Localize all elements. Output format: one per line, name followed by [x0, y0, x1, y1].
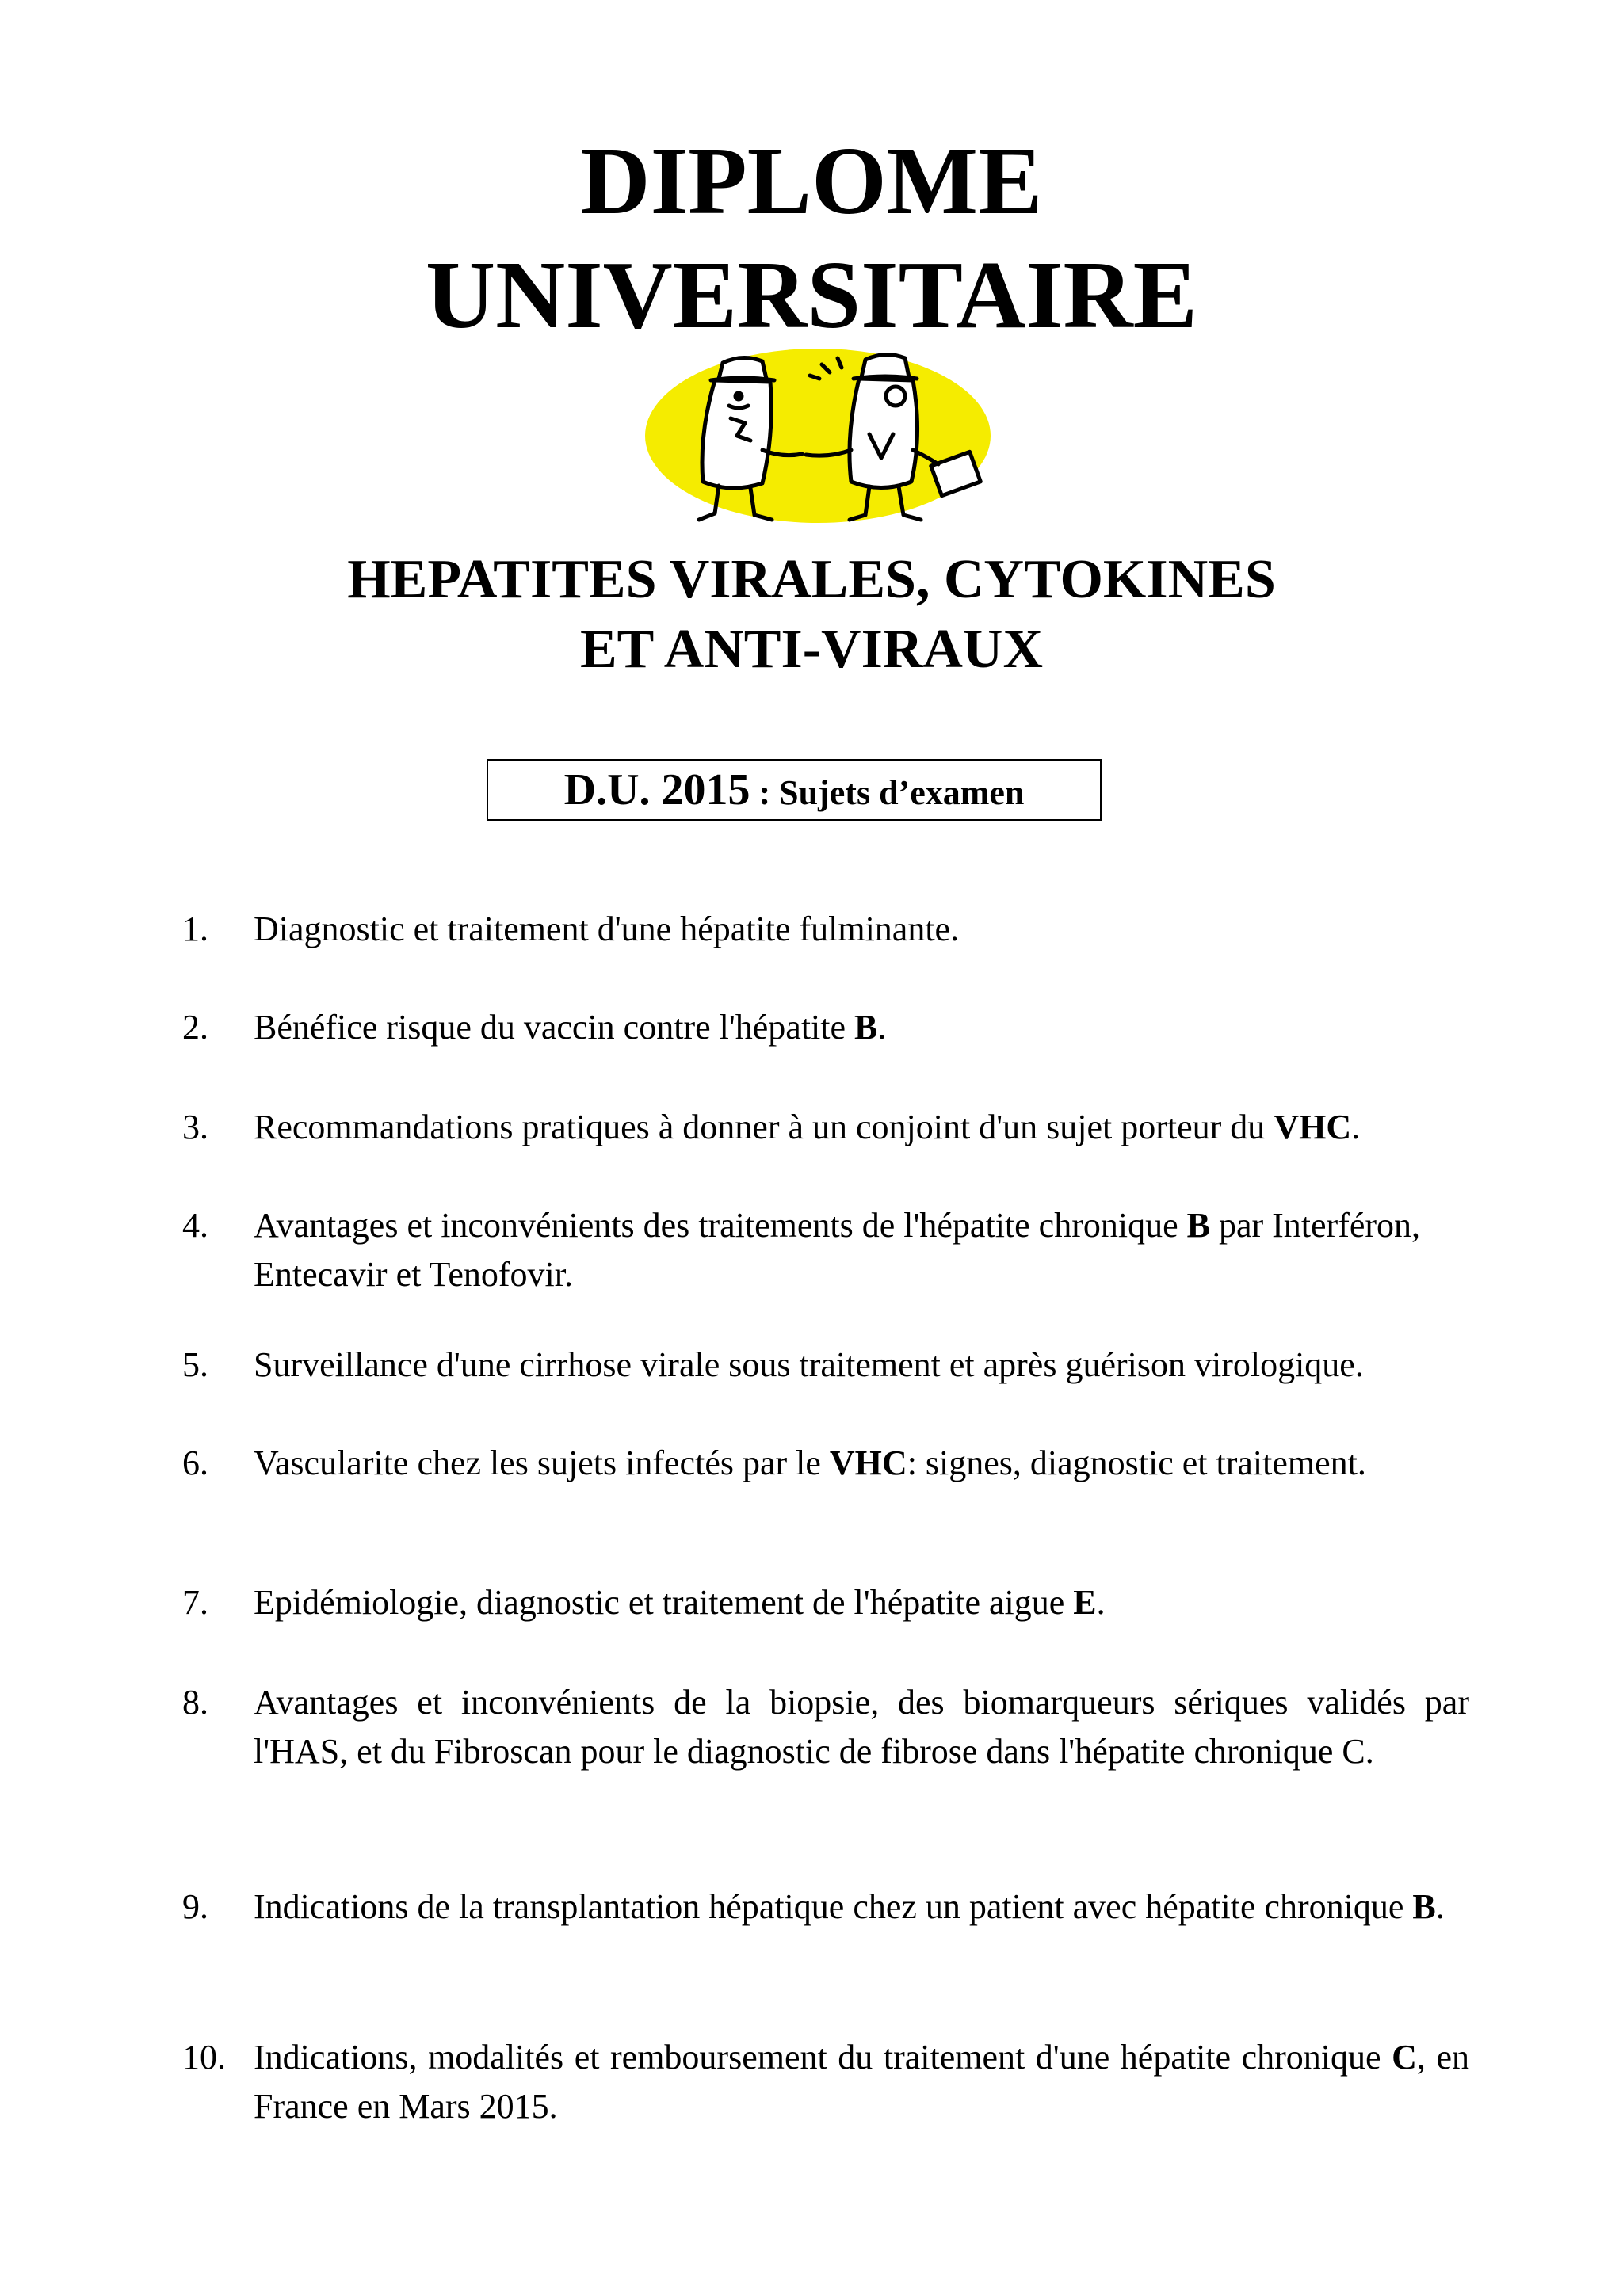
list-item	[182, 1439, 1469, 1488]
question-text-bold: B	[854, 1008, 878, 1047]
question-text-part: .	[1096, 1583, 1106, 1622]
list-item	[182, 2033, 1469, 2131]
exam-box	[487, 759, 1102, 821]
question-text-bold: C	[1392, 2038, 1417, 2077]
question-text	[254, 1439, 1469, 1488]
question-text	[254, 905, 1469, 954]
question-number: 1.	[182, 910, 208, 948]
question-text	[254, 1341, 1469, 1390]
question-number: 8.	[182, 1683, 208, 1722]
question-number: 3.	[182, 1108, 208, 1146]
question-number: 5.	[182, 1345, 208, 1384]
yellow-ellipse-background	[645, 349, 991, 523]
question-number: 6.	[182, 1444, 208, 1482]
question-number: 7.	[182, 1583, 208, 1622]
question-number: 2.	[182, 1008, 208, 1047]
question-text-bold: E	[1073, 1583, 1097, 1622]
list-item	[182, 1103, 1469, 1152]
question-text	[254, 1882, 1469, 1932]
question-text-part: Vascularite chez les sujets infectés par le	[254, 1444, 830, 1482]
question-text-part: Avantages et inconvénients des traitements de l'hépatite chronique	[254, 1206, 1187, 1245]
question-text	[254, 1578, 1469, 1627]
question-text-part: , en France en Mars 2015.	[254, 2038, 1469, 2126]
question-text-bold: B	[1412, 1887, 1436, 1926]
question-text-bold: VHC	[1274, 1108, 1352, 1146]
question-text-part: par Interféron, Entecavir et Tenofovir.	[254, 1206, 1421, 1294]
question-number: 10.	[182, 2038, 226, 2077]
list-item	[182, 1578, 1469, 1627]
question-text-part: Diagnostic et traitement d'une hépatite fulminante.	[254, 910, 960, 948]
question-text	[254, 2033, 1469, 2131]
question-text-part: Epidémiologie, diagnostic et traitement de l'hépatite aigue	[254, 1583, 1074, 1622]
right-detective-body	[850, 379, 918, 488]
list-item	[182, 1341, 1469, 1390]
question-text-part: Indications, modalités et remboursement du traitement d'une hépatite chronique	[254, 2038, 1392, 2077]
question-text	[254, 1003, 1469, 1052]
list-item	[182, 1201, 1469, 1299]
question-text-bold: VHC	[829, 1444, 907, 1482]
question-text	[254, 1103, 1469, 1152]
list-item	[182, 905, 1469, 954]
exam-box-secondary: : Sujets d’examen	[750, 773, 1025, 812]
list-item	[182, 1882, 1469, 1932]
question-text-part: Bénéfice risque du vaccin contre l'hépatite	[254, 1008, 855, 1047]
question-text-part: Avantages et inconvénients de la biopsie, des biomarqueurs sériques validés par l'HAS, et du Fibroscan pour le diagnostic de fibrose dans l'hépatite chronique C.	[254, 1683, 1469, 1771]
question-text-bold: B	[1186, 1206, 1210, 1245]
subtitle-line-2: ET ANTI-VIRAUX	[579, 619, 1044, 680]
question-text-part: : signes, diagnostic et traitement.	[907, 1444, 1366, 1482]
two-detectives-handshake-illustration	[643, 347, 1024, 545]
title-line-1: DIPLOME	[580, 128, 1043, 235]
question-text	[254, 1201, 1469, 1299]
question-text-part: .	[1351, 1108, 1361, 1146]
question-text-part: .	[877, 1008, 887, 1047]
question-text-part: Recommandations pratiques à donner à un conjoint d'un sujet porteur du	[254, 1108, 1274, 1146]
list-item	[182, 1678, 1469, 1776]
question-number: 9.	[182, 1887, 208, 1926]
question-text-part: Surveillance d'une cirrhose virale sous traitement et après guérison virologique.	[254, 1345, 1364, 1384]
question-text-part: Indications de la transplantation hépatique chez un patient avec hépatite chronique	[254, 1887, 1413, 1926]
subtitle-line-1: HEPATITES VIRALES, CYTOKINES	[347, 549, 1276, 610]
question-text	[254, 1678, 1469, 1776]
title-line-2: UNIVERSITAIRE	[426, 242, 1197, 349]
exam-box-main: D.U. 2015	[563, 765, 750, 814]
list-item	[182, 1003, 1469, 1052]
question-number: 4.	[182, 1206, 208, 1245]
question-text-part: .	[1435, 1887, 1445, 1926]
